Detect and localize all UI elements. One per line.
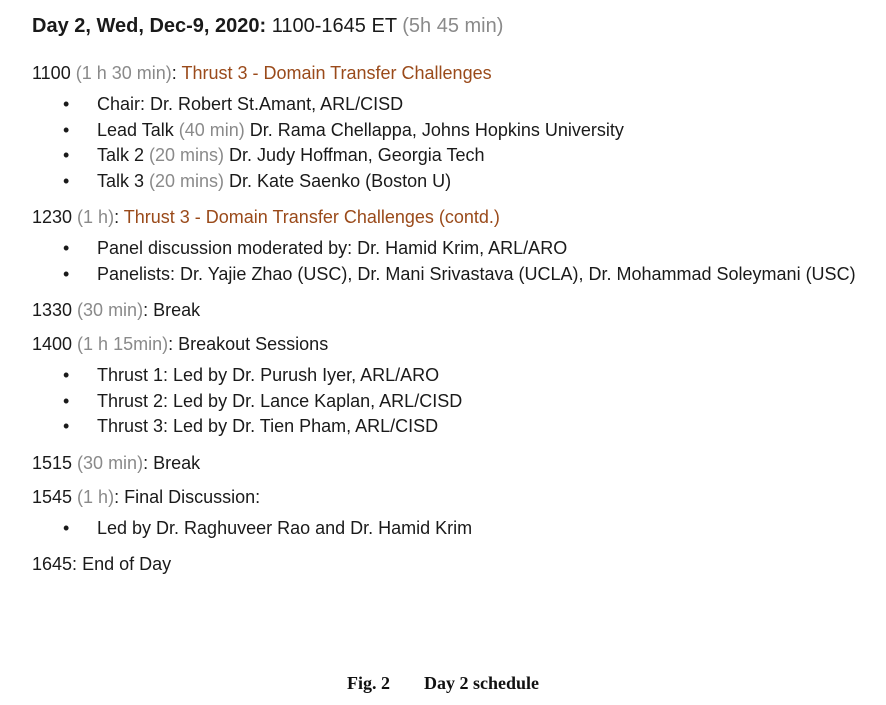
session-line (32, 60, 872, 86)
day-heading-time: 1100-1645 ET (266, 15, 403, 37)
session-block (32, 551, 872, 577)
session-separator: : (171, 63, 182, 83)
session-label: Break (153, 300, 201, 320)
session-duration: (30 min) (72, 300, 144, 320)
bullet-text: Thrust 1: Led by Dr. Purush Iyer, ARL/ARO (97, 365, 440, 385)
session-block (32, 297, 872, 323)
session-line (32, 331, 872, 357)
figure-caption (0, 672, 886, 694)
session-label: Final Discussion: (124, 486, 261, 507)
figure-number: Fig. 2 (346, 673, 390, 693)
session-list (32, 60, 872, 577)
session-bullets (32, 92, 872, 194)
bullet-text: Thrust 3: Led by Dr. Tien Pham, ARL/CISD (97, 416, 439, 436)
session-time: 1230 (32, 207, 73, 227)
session-separator: : (143, 300, 154, 320)
list-item (32, 262, 872, 288)
bullet-speaker: Dr. Kate Saenko (Boston U) (224, 170, 452, 191)
list-item (32, 92, 872, 118)
list-item (32, 118, 872, 144)
session-line (32, 204, 872, 230)
session-block (32, 484, 872, 542)
session-time: 1330 (32, 300, 73, 320)
session-block (32, 331, 872, 440)
day-heading (32, 12, 872, 40)
session-duration: (1 h) (72, 207, 115, 227)
session-line (32, 450, 872, 476)
session-block (32, 450, 872, 476)
bullet-speaker: Dr. Judy Hoffman, Georgia Tech (224, 145, 485, 165)
session-time: 1645 (32, 554, 73, 574)
session-label: Breakout Sessions (178, 334, 329, 354)
bullet-text: Led by Dr. Raghuveer Rao and Dr. Hamid Krim (97, 517, 473, 538)
figure-title: Day 2 schedule (423, 673, 539, 693)
bullet-text: Talk 2 (97, 145, 150, 165)
session-time: 1515 (32, 452, 73, 473)
session-title: Thrust 3 - Domain Transfer Challenges (181, 63, 492, 83)
session-block (32, 204, 872, 287)
session-time: 1400 (32, 334, 73, 354)
session-duration: (1 h 30 min) (70, 63, 172, 83)
session-time: 1100 (32, 63, 71, 83)
session-separator: : (143, 452, 154, 473)
list-item (32, 236, 872, 262)
session-line (32, 484, 872, 510)
day-heading-duration: (5h 45 min) (402, 15, 504, 37)
session-duration: (1 h) (72, 486, 115, 507)
session-separator: : (114, 486, 125, 507)
session-bullets (32, 516, 872, 542)
bullet-text: Panel discussion moderated by: Dr. Hamid Krim, ARL/ARO (97, 238, 568, 258)
day-heading-date: Day 2, Wed, Dec-9, 2020: (32, 15, 267, 37)
list-item (32, 169, 872, 195)
bullet-duration: (40 min) (178, 119, 245, 140)
session-separator: : (72, 554, 83, 574)
schedule-document (32, 12, 872, 585)
bullet-text: Lead Talk (97, 119, 179, 140)
session-line (32, 297, 872, 323)
session-block (32, 60, 872, 194)
session-title: Thrust 3 - Domain Transfer Challenges (contd.) (123, 207, 500, 227)
bullet-speaker: Dr. Rama Chellappa, Johns Hopkins University (244, 119, 624, 140)
session-separator: : (168, 334, 179, 354)
bullet-text: Talk 3 (97, 170, 150, 191)
session-bullets (32, 363, 872, 440)
session-duration: (30 min) (72, 452, 144, 473)
list-item (32, 143, 872, 169)
session-separator: : (114, 207, 124, 227)
session-label: End of Day (82, 554, 172, 574)
bullet-duration: (20 mins) (149, 170, 225, 191)
session-time: 1545 (32, 486, 73, 507)
session-bullets (32, 236, 872, 287)
bullet-duration: (20 mins) (149, 145, 225, 165)
list-item (32, 363, 872, 389)
list-item (32, 516, 872, 542)
bullet-text: Thrust 2: Led by Dr. Lance Kaplan, ARL/CISD (97, 390, 463, 411)
list-item (32, 414, 872, 440)
bullet-text: Chair: Dr. Robert St.Amant, ARL/CISD (97, 94, 404, 114)
session-duration: (1 h 15min) (72, 334, 169, 354)
session-line (32, 551, 872, 577)
session-label: Break (153, 452, 201, 473)
bullet-text: Panelists: Dr. Yajie Zhao (USC), Dr. Mani Srivastava (UCLA), Dr. Mohammad Soleymani (USC) (97, 263, 856, 284)
list-item (32, 389, 872, 415)
